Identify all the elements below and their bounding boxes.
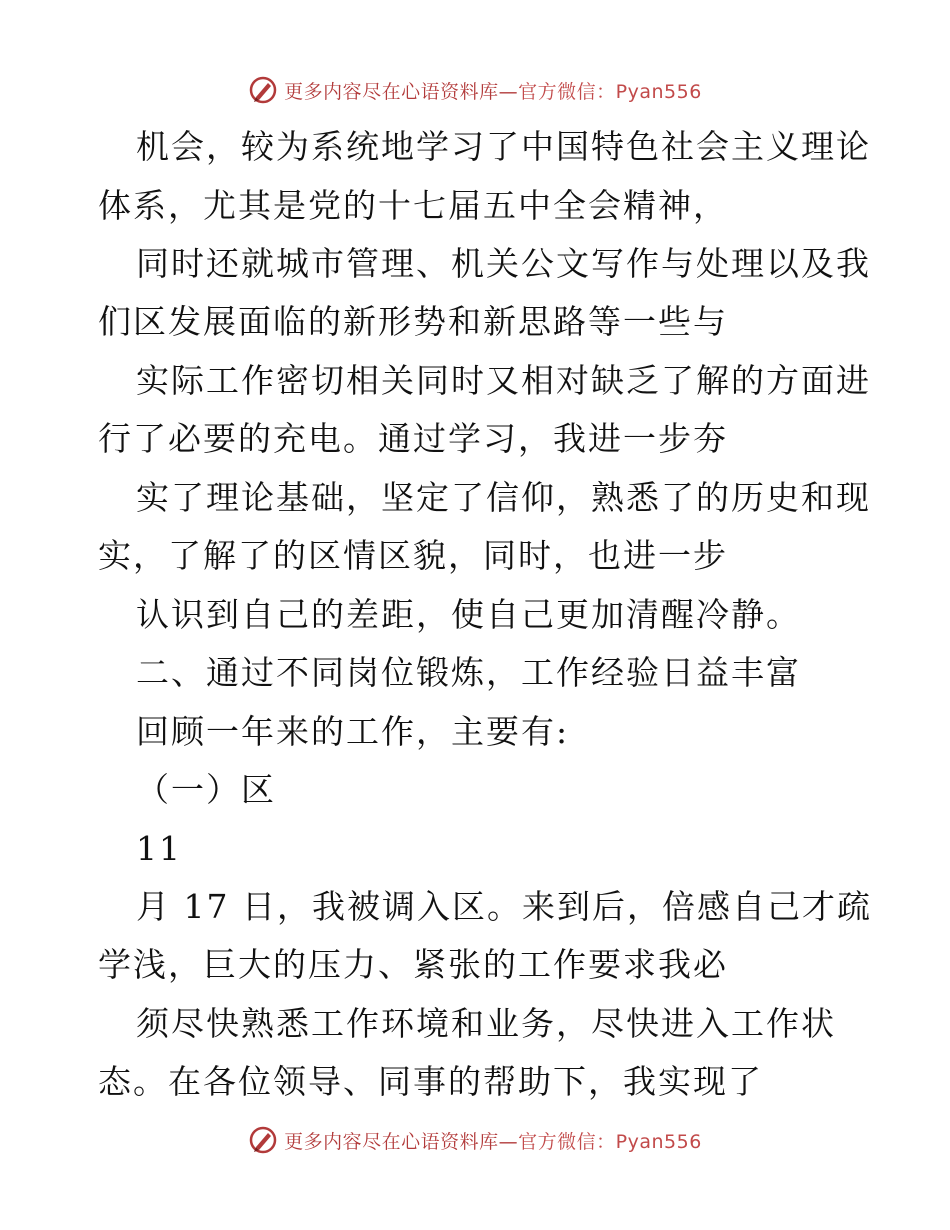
body-line: 回顾一年来的工作，主要有: <box>136 712 570 751</box>
body-line: 学浅，巨大的压力、紧张的工作要求我必 <box>98 945 728 984</box>
watermark-site-text: 更多内容尽在心语资料库— <box>284 1130 519 1153</box>
watermark-wechat-text: 官方微信：Pyan556 <box>518 1130 702 1153</box>
footer-watermark <box>0 1118 950 1162</box>
body-line: （一）区 <box>136 770 276 809</box>
body-line: 们区发展面临的新形势和新思路等一些与 <box>98 302 728 341</box>
body-line: 同时还就城市管理、机关公文写作与处理以及我 <box>136 244 871 283</box>
body-line: 须尽快熟悉工作环境和业务，尽快进入工作状 <box>136 1004 836 1043</box>
watermark-wechat-text: 官方微信：Pyan556 <box>518 80 702 103</box>
body-line: 二、通过不同岗位锻炼，工作经验日益丰富 <box>136 653 801 692</box>
body-line: 实，了解了的区情区貌，同时，也进一步 <box>98 536 728 575</box>
body-line: 认识到自己的差距，使自己更加清醒冷静。 <box>136 595 801 634</box>
body-line: 11 <box>136 829 182 868</box>
body-line: 实了理论基础，坚定了信仰，熟悉了的历史和现 <box>136 478 871 517</box>
pen-logo-icon <box>248 1125 278 1155</box>
watermark-text <box>284 1127 702 1154</box>
body-line: 月 17 日，我被调入区。来到后，倍感自己才疏 <box>136 887 872 926</box>
body-line: 机会，较为系统地学习了中国特色社会主义理论 <box>136 127 871 166</box>
watermark-site-text: 更多内容尽在心语资料库— <box>284 80 519 103</box>
body-line: 实际工作密切相关同时又相对缺乏了解的方面进 <box>136 361 871 400</box>
body-line: 行了必要的充电。通过学习，我进一步夯 <box>98 419 728 458</box>
body-line: 态。在各位领导、同事的帮助下，我实现了 <box>98 1062 763 1101</box>
body-line: 体系，尤其是党的十七届五中全会精神， <box>98 186 728 225</box>
